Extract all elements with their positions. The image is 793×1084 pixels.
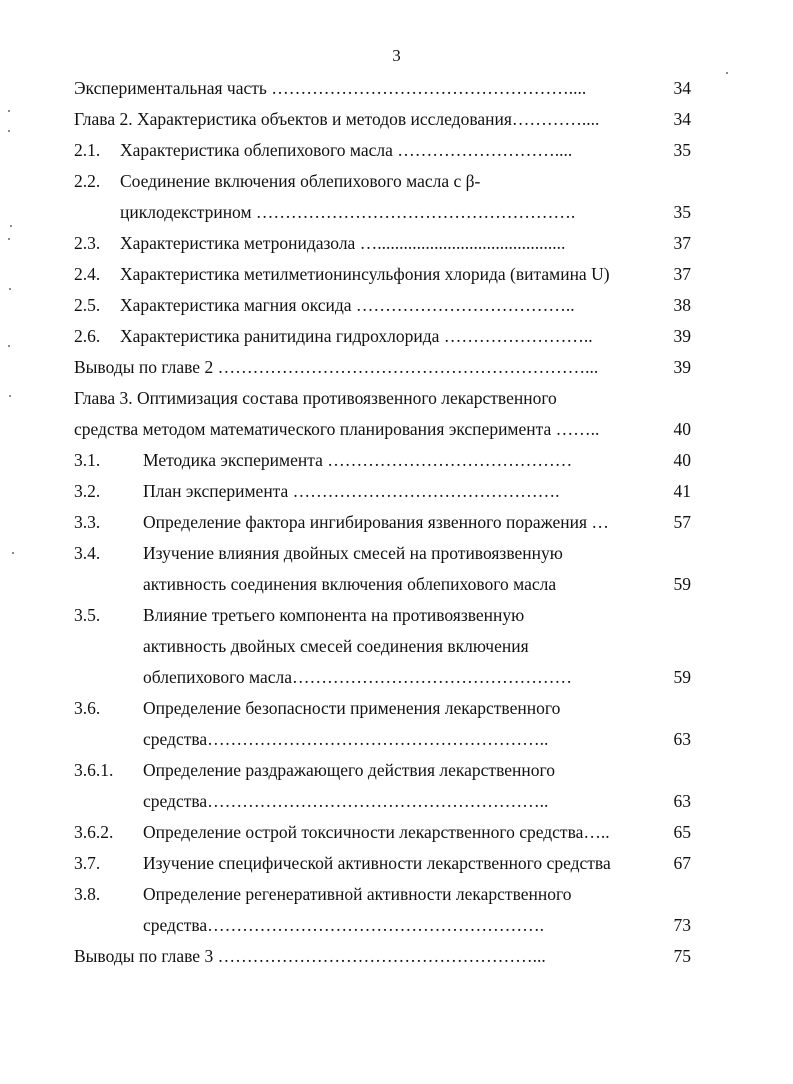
- toc-entry-number: 2.2.: [74, 171, 101, 191]
- toc-entry-page: 57: [673, 512, 691, 532]
- toc-entry-number: 2.6.: [74, 326, 101, 346]
- scan-artifact: [8, 238, 10, 240]
- toc-entry-number: 2.3.: [74, 233, 101, 253]
- toc-entry-number: 2.1.: [74, 140, 101, 160]
- toc-entry-number: 2.4.: [74, 264, 101, 284]
- toc-entry-page: 59: [673, 574, 691, 594]
- toc-entry-page: 40: [673, 450, 691, 470]
- toc-entry-number: 3.2.: [74, 481, 101, 501]
- toc-entry-page: 65: [673, 822, 691, 842]
- toc-entry-title: Характеристика облепихового масла ………………………....: [120, 140, 573, 160]
- scan-artifact: [10, 225, 12, 227]
- scan-artifact: [8, 130, 10, 132]
- scan-artifact: [8, 345, 10, 347]
- toc-entry-page: 73: [673, 915, 691, 935]
- toc-entry-title: Определение безопасности применения лекарственного: [143, 698, 561, 718]
- toc-entry-page: 67: [673, 853, 691, 873]
- toc-entry-number: 3.6.: [74, 698, 101, 718]
- toc-entry-title: Экспериментальная часть ……………………………………………....: [74, 78, 587, 98]
- toc-entry-title: План эксперимента ……………………………………….: [143, 481, 560, 501]
- toc-entry-title-continued: средства………………………………………………….: [143, 915, 545, 935]
- toc-entry-title: Глава 2. Характеристика объектов и методов исследования…………....: [74, 109, 600, 129]
- toc-entry-page: 37: [673, 264, 691, 284]
- toc-entry-number: 3.3.: [74, 512, 101, 532]
- page-number: 3: [392, 46, 401, 65]
- toc-entry-page: 75: [673, 946, 691, 966]
- toc-entry-title-continued: активность двойных смесей соединения включения: [143, 636, 529, 656]
- toc-entry-page: 59: [673, 667, 691, 687]
- toc-entry-title: Методика эксперимента ……………………………………: [143, 450, 573, 470]
- toc-entry-title: Характеристика ранитидина гидрохлорида ……………………..: [120, 326, 593, 346]
- toc-entry-page: 35: [673, 140, 691, 160]
- toc-entry-title-continued: активность соединения включения облепихового масла: [143, 574, 557, 594]
- scan-artifact: [726, 72, 728, 74]
- toc-entry-title: Характеристика метилметионинсульфония хлорида (витамина U): [120, 264, 610, 284]
- toc-entry-title: Глава 3. Оптимизация состава противоязвенного лекарственного: [74, 388, 557, 408]
- toc-entry-page: 41: [673, 481, 691, 501]
- toc-entry-title: Определение раздражающего действия лекарственного: [143, 760, 555, 780]
- toc-entry-page: 37: [673, 233, 691, 253]
- toc-entry-title: Выводы по главе 2 ………………………………………………………...: [74, 357, 599, 377]
- scan-artifact: [12, 552, 14, 554]
- toc-entry-title-continued: средства методом математического планирования эксперимента ……..: [74, 419, 600, 439]
- toc-entry-number: 3.4.: [74, 543, 101, 563]
- toc-entry-number: 2.5.: [74, 295, 101, 315]
- toc-entry-page: 63: [673, 791, 691, 811]
- toc-entry-title: Определение острой токсичности лекарственного средства…..: [143, 822, 610, 842]
- toc-entry-page: 34: [673, 78, 691, 98]
- toc-entry-number: 3.5.: [74, 605, 101, 625]
- toc-entry-page: 63: [673, 729, 691, 749]
- toc-entry-title: Определение регенеративной активности лекарственного: [143, 884, 572, 904]
- toc-entry-number: 3.6.1.: [74, 760, 114, 780]
- toc-entry-page: 39: [673, 326, 691, 346]
- toc-entry-number: 3.1.: [74, 450, 101, 470]
- scan-artifact: [8, 110, 10, 112]
- toc-entry-title-continued: облепихового масла…………………………………………: [143, 667, 573, 687]
- toc-entry-title-continued: средства…………………………………………………..: [143, 729, 549, 749]
- toc-entry-number: 3.7.: [74, 853, 101, 873]
- toc-entry-page: 40: [673, 419, 691, 439]
- toc-entry-title: Выводы по главе 3 ………………………………………………...: [74, 946, 546, 966]
- toc-entry-title: Характеристика магния оксида ………………………………..: [120, 295, 575, 315]
- toc-entry-title: Влияние третьего компонента на противоязвенную: [143, 605, 525, 625]
- scan-artifact: [9, 395, 11, 397]
- toc-entry-title-continued: циклодекстрином ……………………………………………….: [120, 202, 576, 222]
- toc-entry-page: 39: [673, 357, 691, 377]
- scan-artifact: [9, 288, 11, 290]
- toc-entry-title: Характеристика метронидазола …...........................................: [120, 233, 566, 253]
- toc-entry-title: Определение фактора ингибирования язвенного поражения …: [143, 512, 609, 532]
- toc-entry-number: 3.6.2.: [74, 822, 114, 842]
- toc-entry-title: Изучение влияния двойных смесей на противоязвенную: [143, 543, 563, 563]
- toc-entry-title: Изучение специфической активности лекарственного средства: [143, 853, 611, 873]
- toc-entry-page: 34: [673, 109, 691, 129]
- toc-entry-title: Соединение включения облепихового масла с β-: [120, 171, 481, 191]
- toc-entry-page: 35: [673, 202, 691, 222]
- toc-entry-page: 38: [673, 295, 691, 315]
- toc-entry-title-continued: средства…………………………………………………..: [143, 791, 549, 811]
- toc-entry-number: 3.8.: [74, 884, 101, 904]
